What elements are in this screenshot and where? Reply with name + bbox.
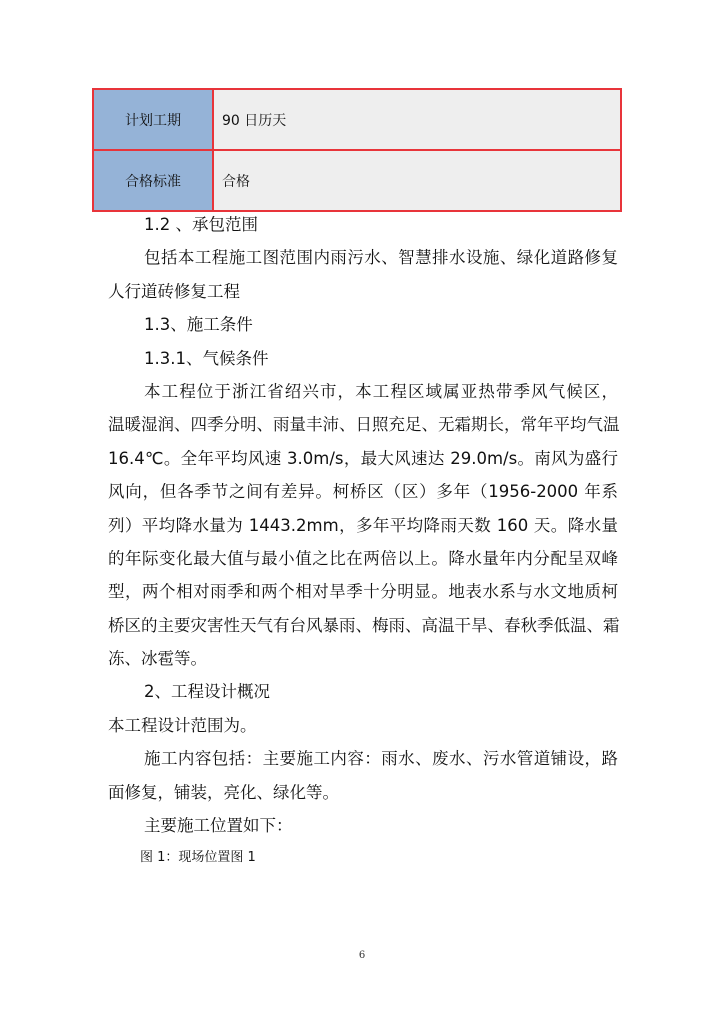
paragraph-line: 本工程位于浙江省绍兴市，本工程区域属亚热带季风气候区， — [144, 381, 618, 401]
paragraph-line: 温暖湿润、四季分明、雨量丰沛、日照充足、无霜期长，常年平均气温 — [108, 415, 620, 435]
heading-1-2: 1.2 、承包范围 — [144, 215, 258, 234]
paragraph-line: 包括本工程施工图范围内雨污水、智慧排水设施、绿化道路修复 — [144, 248, 618, 268]
figure-caption: 图 1：现场位置图 1 — [140, 850, 256, 865]
heading-1-3: 1.3、施工条件 — [144, 315, 253, 335]
paragraph-line: 人行道砖修复工程 — [108, 281, 240, 301]
table-value-standard: 合格 — [214, 151, 620, 210]
info-table — [92, 88, 622, 212]
table-label-standard: 合格标准 — [94, 151, 212, 210]
page-number: 6 — [358, 950, 366, 961]
paragraph-line: 桥区的主要灾害性天气有台风暴雨、梅雨、高温干旱、春秋季低温、霜 — [108, 615, 620, 635]
paragraph-line: 列）平均降水量为 1443.2mm，多年平均降雨天数 160 天。降水量 — [108, 515, 618, 535]
paragraph-line: 型，两个相对雨季和两个相对旱季十分明显。地表水系与水文地质柯 — [108, 582, 618, 602]
paragraph-line: 16.4℃。全年平均风速 3.0m/s，最大风速达 29.0m/s。南风为盛行 — [108, 448, 618, 468]
paragraph-line: 本工程设计范围为。 — [108, 715, 257, 735]
body-text — [108, 208, 618, 842]
paragraph-line: 施工内容包括：主要施工内容：雨水、废水、污水管道铺设，路 — [144, 749, 618, 769]
paragraph-line: 冻、冰雹等。 — [108, 649, 207, 669]
paragraph-line: 的年际变化最大值与最小值之比在两倍以上。降水量年内分配呈双峰 — [108, 548, 618, 568]
paragraph-line: 风向，但各季节之间有差异。柯桥区（区）多年（1956-2000 年系 — [108, 482, 618, 502]
paragraph-line: 面修复，铺装，亮化、绿化等。 — [108, 782, 339, 802]
heading-1-3-1: 1.3.1、气候条件 — [144, 348, 269, 368]
table-label-schedule: 计划工期 — [94, 90, 212, 149]
table-value-schedule: 90 日历天 — [214, 90, 620, 149]
heading-2: 2、工程设计概况 — [144, 682, 270, 702]
paragraph-line: 主要施工位置如下： — [144, 816, 293, 836]
